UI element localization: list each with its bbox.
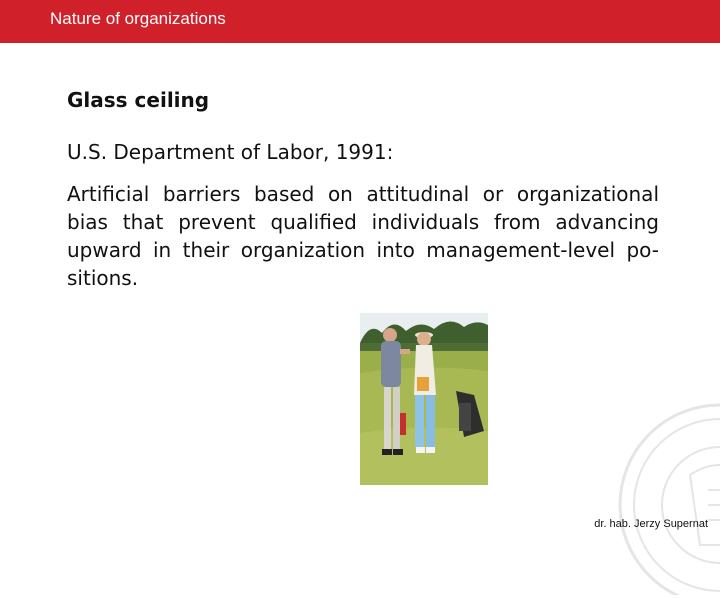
seal-icon <box>590 395 720 595</box>
slide-heading: Glass ceiling <box>67 88 210 112</box>
source-line: U.S. Department of Labor, 1991: <box>67 140 394 164</box>
header-title: Nature of organizations <box>50 9 226 28</box>
author-credit: dr. hab. Jerzy Supernat <box>594 518 708 530</box>
golfers-photo-image <box>360 313 488 485</box>
header-bar <box>0 0 720 43</box>
definition-text <box>67 180 659 292</box>
university-seal-watermark <box>590 395 720 595</box>
golfers-photo <box>360 313 488 485</box>
definition-text-content: Artificial barriers based on attitudinal or organizational bias that prevent qualified individuals from advancing upward in their organization into management-level po-sitions. <box>67 182 659 290</box>
